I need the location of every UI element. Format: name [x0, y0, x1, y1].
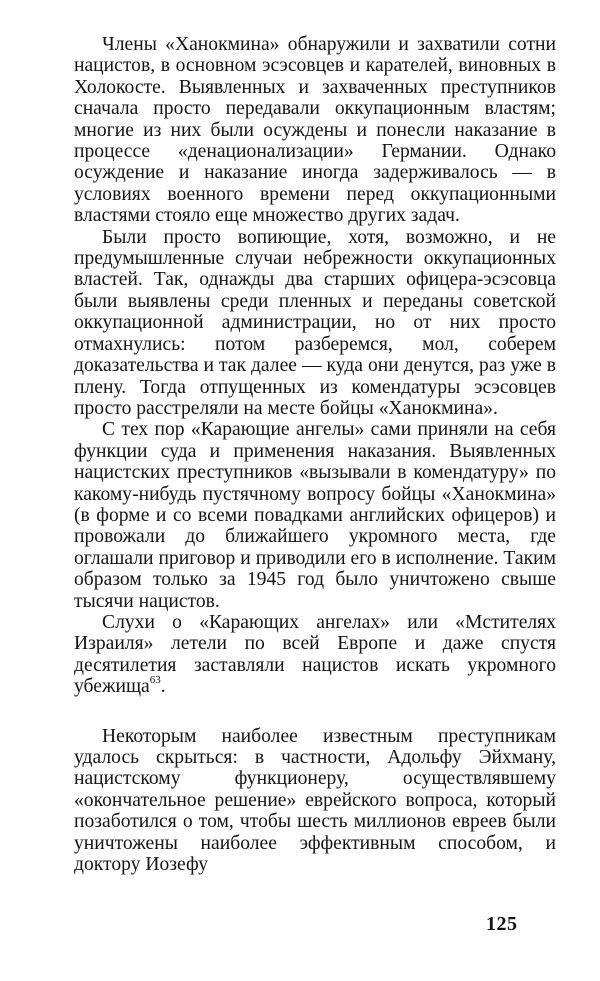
paragraph-2: Были просто вопиющие, хотя, возможно, и не предумышленные случаи небрежности оккупационных властей. Так, однажды два старших офицера-эсэсовца были выявлены среди пленных и переданы советской оккупационной администрации, но от них просто отмахнулись: потом разберемся, мол, соберем доказательства и так далее — куда они денутся, раз уже в плену. Тогда отпущенных из комендатуры эсэсовцев просто расстреляли на месте бойцы «Ханокмина». — [74, 226, 556, 419]
paragraph-4-end: . — [160, 676, 166, 698]
paragraph-4 — [74, 612, 556, 698]
paragraph-3: С тех пор «Карающие ангелы» сами приняли на себя функции суда и применения наказания. Выявленных нацистских преступников «вызывали в комендатуру» по какому-нибудь пустячному вопросу бойцы «Ханокмина» (в форме и со всеми повадками английских офицеров) и провожали до ближайшего укромного места, где оглашали приговор и приводили его в исполнение. Таким образом только за 1945 год было уничтожено свыше тысячи нацистов. — [74, 419, 556, 612]
section-gap — [74, 698, 556, 726]
page-number: 125 — [486, 913, 518, 935]
paragraph-5: Некоторым наиболее известным преступникам удалось скрыться: в частности, Адольфу Эйхману, нацистскому функционеру, осуществлявшему «окончательное решение» еврейского вопроса, который позаботился о том, чтобы шесть миллионов евреев были уничтожены наиболее эффективным способом, и доктору Иозефу — [74, 725, 556, 876]
paragraph-4-text: Слухи о «Карающих ангелах» или «Мстителях Израиля» летели по всей Европе и даже спустя десятилетия заставляли нацистов искать укромного убежища — [74, 611, 556, 698]
paragraph-1: Члены «Ханокмина» обнаружили и захватили сотни нацистов, в основном эсэсовцев и карателей, виновных в Холокосте. Выявленных и захваченных преступников сначала просто передавали оккупационным властям; многие из них были осуждены и понесли наказание в процессе «денационализации» Германии. Однако осуждение и наказание иногда задерживалось — в условиях военного времени перед оккупационными властями стояло еще множество других задач. — [74, 34, 556, 227]
footnote-marker: 63 — [149, 673, 161, 686]
page-body — [74, 34, 556, 875]
